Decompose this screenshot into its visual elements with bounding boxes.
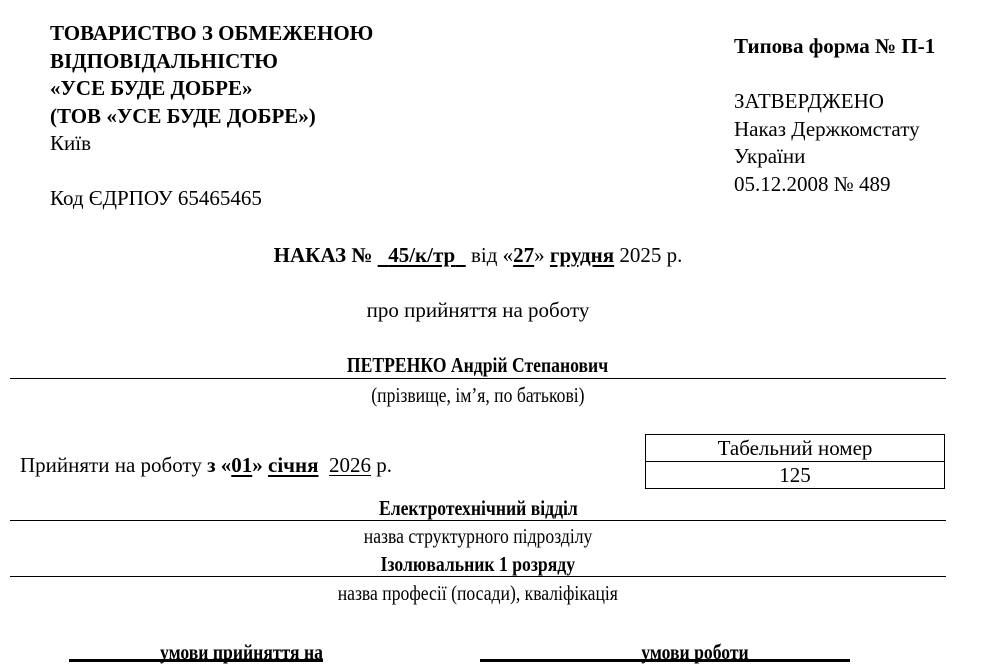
position-rule (10, 576, 946, 577)
hiring-conditions-label: умови прийняття на (160, 640, 323, 664)
work-conditions-underline (480, 659, 850, 662)
hire-year: 2026 (329, 453, 371, 477)
approved-by-line2: України (734, 144, 806, 168)
employee-full-name: ПЕТРЕНКО Андрій Степанович (347, 353, 609, 377)
org-city: Київ (50, 131, 91, 155)
order-number-value: 45/к/тр (388, 243, 456, 267)
department-rule (10, 520, 946, 521)
org-short-name: (ТОВ «УСЕ БУДЕ ДОБРЕ») (50, 103, 316, 128)
organization-block (50, 20, 373, 213)
hire-year-suffix: р. (376, 453, 392, 477)
hire-day-close: » (252, 453, 263, 477)
position-line (10, 550, 946, 578)
department-caption: назва структурного підрозділу (363, 524, 593, 548)
employee-name-rule (10, 378, 946, 379)
hire-month: січня (268, 453, 319, 477)
hire-label: Прийняти на роботу (20, 453, 202, 477)
employee-name-caption-line (10, 381, 946, 409)
hire-from-label: з « (207, 453, 232, 477)
order-from-label: від « (470, 243, 514, 267)
personnel-number-value: 125 (646, 462, 945, 489)
order-label: НАКАЗ № (273, 243, 373, 267)
order-month: грудня (549, 243, 615, 267)
personnel-number-header: Табельний номер (646, 435, 945, 462)
work-conditions-label: умови роботи (641, 640, 749, 664)
order-number (378, 243, 466, 267)
hire-date-line (20, 451, 392, 479)
order-title (10, 241, 946, 269)
table-row (646, 435, 945, 462)
org-edrpou: Код ЄДРПОУ 65465465 (50, 186, 262, 210)
employee-name-caption: (прізвище, ім’я, по батькові) (371, 383, 585, 407)
hire-day: 01 (231, 453, 253, 477)
approved-label: ЗАТВЕРДЖЕНО (734, 89, 884, 113)
department-value: Електротехнічний відділ (378, 496, 578, 520)
department-line (10, 494, 946, 522)
org-name-line2: ВІДПОВІДАЛЬНІСТЮ (50, 48, 278, 73)
order-subject: про прийняття на роботу (366, 298, 590, 322)
form-title: Типова форма № П-1 (734, 34, 936, 58)
department-caption-line (10, 522, 946, 550)
position-caption-line (10, 579, 946, 607)
position-value: Ізолювальник 1 розряду (380, 552, 576, 576)
order-year: 2025 р. (619, 243, 683, 267)
order-day-close: » (534, 243, 545, 267)
spacer (734, 61, 935, 89)
spacer (50, 158, 373, 186)
position-caption: назва професії (посади), кваліфікація (337, 581, 619, 605)
hiring-conditions-underline (69, 659, 323, 662)
approved-by-line1: Наказ Держкомстату (734, 116, 920, 141)
order-day: 27 (513, 243, 535, 267)
personnel-number-table (645, 434, 945, 489)
form-approval-block (734, 33, 935, 198)
org-name-line1: ТОВАРИСТВО З ОБМЕЖЕНОЮ (50, 21, 374, 45)
table-row (646, 462, 945, 489)
approved-date: 05.12.2008 № 489 (734, 171, 891, 196)
org-name-line3: «УСЕ БУДЕ ДОБРЕ» (50, 76, 253, 100)
employee-name-line (10, 351, 946, 379)
